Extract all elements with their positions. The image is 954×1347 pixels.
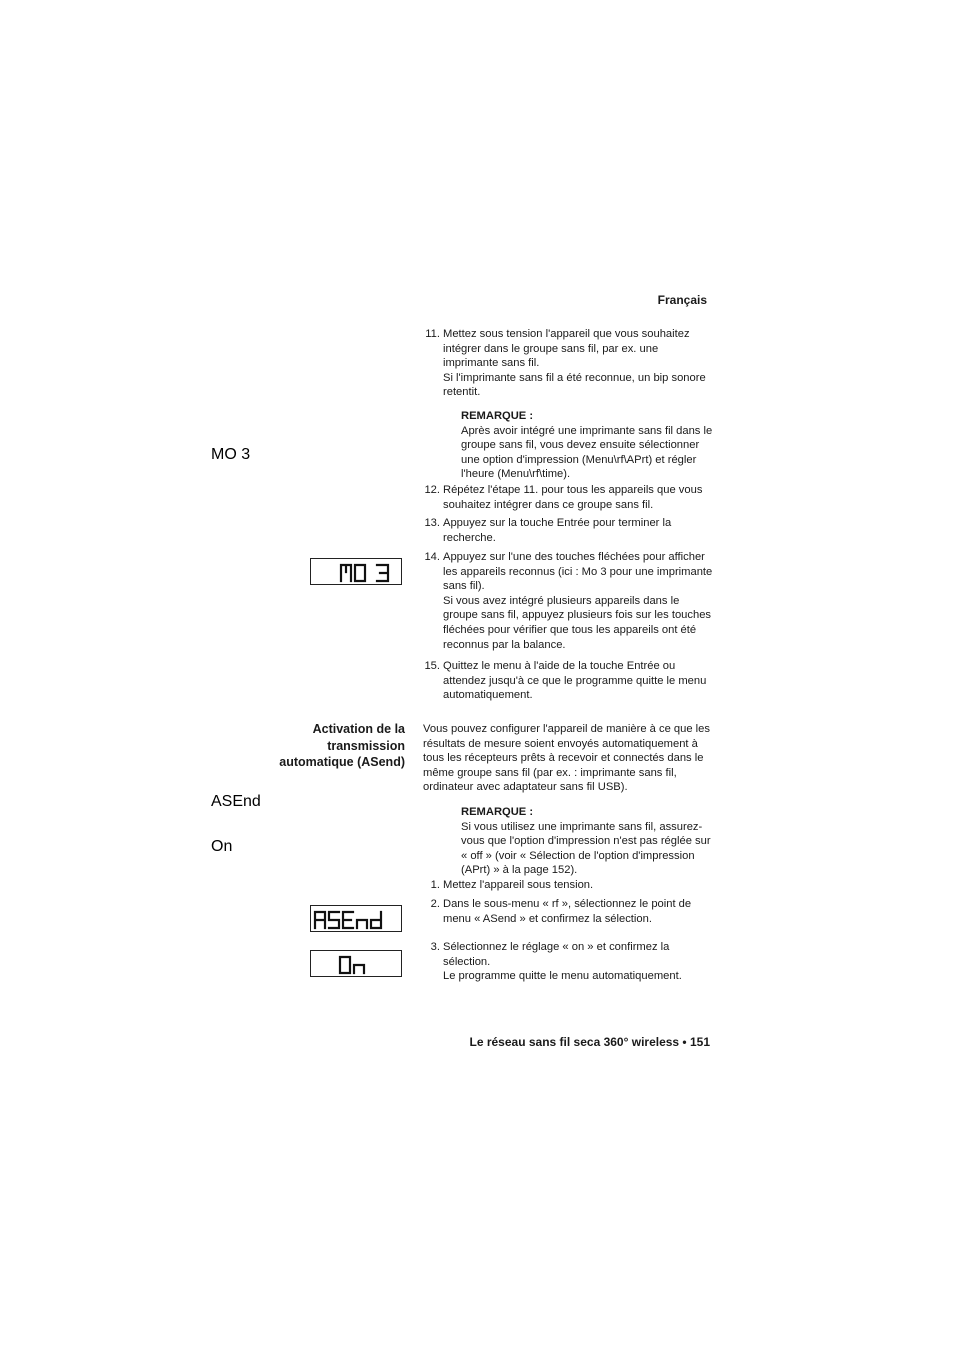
- note-remark-1: REMARQUE : Après avoir intégré une imprimante sans fil dans le groupe sans fil, vous devez ensuite sélectionner une option d'impression (Menu\rf\APrt) et régler l'heure (Menu\rf\time).: [461, 410, 713, 481]
- step-11: 11. Mettez sous tension l'appareil que vous souhaitez intégrer dans le groupe sans fil, par ex. une imprimante sans fil. Si l'imprimante sans fil a été reconnue, un bip sonore retentit.: [425, 328, 706, 399]
- step-1: 1. Mettez l'appareil sous tension.: [430, 879, 594, 891]
- lcd-on-glyphs: [211, 838, 403, 978]
- page-footer: Le réseau sans fil seca 360° wireless • 151: [469, 1035, 710, 1049]
- section-title: Activation de la transmission automatique (ASend): [279, 722, 405, 769]
- lcd-asend-text: ASEnd: [211, 793, 261, 810]
- lcd-on-text: On: [211, 838, 233, 855]
- step-14: 14. Appuyez sur l'une des touches fléchées pour afficher les appareils reconnus (ici : Mo 3 pour une imprimante sans fil). Si vous avez intégré plusieurs appareils dans le groupe sans fil, appuyez plusieurs fois sur les touches fléchées pour vérifier que tous les appareils ont été reconnus par la balance.: [424, 551, 713, 651]
- lcd-mo3-text: MO 3: [211, 446, 251, 463]
- lcd-mo3-glyphs: [211, 446, 403, 586]
- step-13: 13. Appuyez sur la touche Entrée pour terminer la recherche.: [424, 517, 672, 544]
- step-15: 15. Quittez le menu à l'aide de la touche Entrée ou attendez jusqu'à ce que le programme quitte le menu automatiquement.: [424, 660, 707, 702]
- note-remark-2: REMARQUE : Si vous utilisez une imprimante sans fil, assurez-vous que l'option d'impression n'est pas réglée sur « off » (voir « Sélection de l'option d'impression (APrt) » à la page 152).: [461, 806, 711, 877]
- lcd-display-mo3: [211, 446, 402, 585]
- step-3: 3. Sélectionnez le réglage « on » et confirmez la sélection. Le programme quitte le menu automatiquement.: [430, 941, 682, 983]
- language-label: Français: [657, 293, 707, 307]
- section-intro: Vous pouvez configurer l'appareil de manière à ce que les résultats de mesure soient envoyés automatiquement à tous les récepteurs prêts à recevoir et connectés dans le même groupe sans fil (par ex. : imprimante sans fil, ordinateur avec adaptateur sans fil USB).: [423, 723, 710, 794]
- step-12: 12. Répétez l'étape 11. pour tous les appareils que vous souhaitez intégrer dans ce groupe sans fil.: [424, 484, 703, 511]
- lcd-display-on: [211, 838, 402, 977]
- step-2: 2. Dans le sous-menu « rf », sélectionnez le point de menu « ASend » et confirmez la sélection.: [430, 898, 692, 925]
